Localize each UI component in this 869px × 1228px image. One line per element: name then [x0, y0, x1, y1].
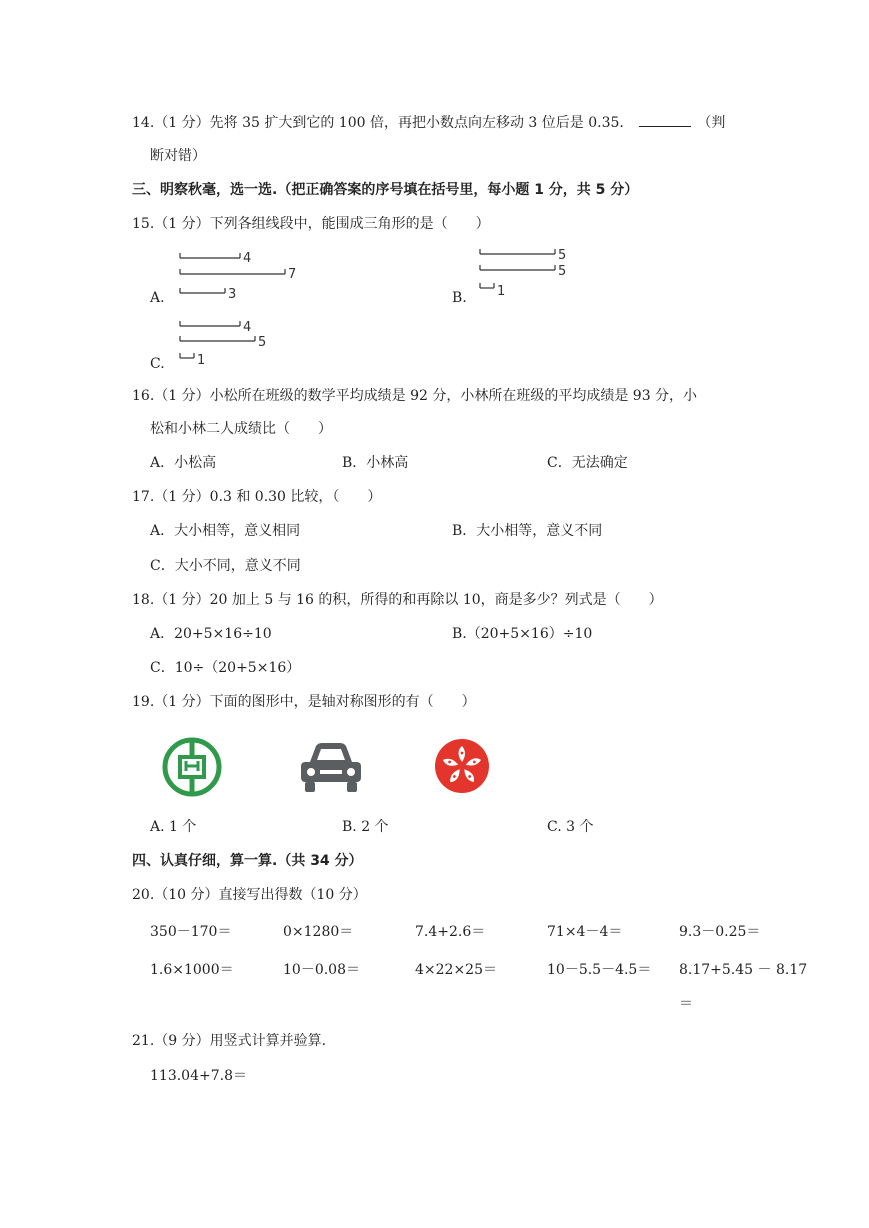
q17-stem: 17.（1 分）0.3 和 0.30 比较，（ ） — [132, 489, 382, 505]
q15-stem: 15.（1 分）下列各组线段中，能围成三角形的是（ ） — [132, 216, 490, 232]
segment-3 — [180, 287, 236, 302]
q18-option-a[interactable]: A．20+5×16÷10 — [150, 626, 272, 642]
q16-option-a[interactable]: A．小松高 — [150, 455, 217, 471]
q15-option-c-label[interactable]: C. — [150, 356, 165, 372]
q18-option-b[interactable]: B.（20+5×16）÷10 — [452, 626, 593, 642]
q18-option-c[interactable]: C．10÷（20+5×16） — [150, 660, 301, 676]
q16-option-b[interactable]: B．小林高 — [342, 455, 409, 471]
q16-option-c[interactable]: C．无法确定 — [547, 455, 628, 471]
q20-item: 1.6×1000＝ — [150, 962, 234, 978]
segment-4 — [180, 320, 251, 335]
q18-stem: 18.（1 分）20 加上 5 与 16 的积，所得的和再除以 10，商是多少？列式是（ ） — [132, 592, 663, 608]
q15-option-a-label[interactable]: A. — [150, 290, 165, 306]
bauhinia-flag-icon — [434, 738, 490, 794]
q19-option-a[interactable]: A. 1 个 — [150, 819, 197, 835]
svg-text:5: 5 — [258, 335, 267, 350]
segment-5a — [480, 248, 566, 263]
svg-text:4: 4 — [243, 251, 252, 266]
q14-line1: 14.（1 分）先将 35 扩大到它的 100 倍，再把小数点向左移动 3 位后是 0.35． （判 — [132, 112, 725, 133]
q15-option-b-segments — [478, 244, 578, 300]
q15-option-a-segments — [178, 248, 318, 304]
q20-item: 4×22×25＝ — [415, 962, 497, 978]
svg-text:5: 5 — [558, 248, 567, 263]
q15-option-b-label[interactable]: B. — [452, 290, 467, 306]
q20-item: 9.3－0.25＝ — [679, 924, 761, 940]
car-icon — [298, 740, 364, 796]
segment-5b — [480, 264, 566, 279]
q20-item-tail: ＝ — [679, 996, 693, 1012]
segment-7 — [180, 267, 296, 282]
q15-option-c-segments — [178, 316, 278, 370]
q20-item: 0×1280＝ — [283, 924, 354, 940]
q19-option-b[interactable]: B. 2 个 — [342, 819, 389, 835]
answer-blank[interactable] — [639, 112, 691, 127]
q20-stem: 20.（10 分）直接写出得数（10 分） — [132, 887, 367, 903]
bank-logo-icon — [160, 735, 224, 799]
svg-text:1: 1 — [197, 353, 206, 368]
segment-5 — [180, 335, 266, 350]
q19-option-c[interactable]: C. 3 个 — [547, 819, 594, 835]
q16-line2: 松和小林二人成绩比（ ） — [150, 421, 332, 437]
q20-item: 10－5.5－4.5＝ — [547, 962, 652, 978]
q17-option-b[interactable]: B．大小相等，意义不同 — [452, 523, 603, 539]
q21-expression: 113.04+7.8＝ — [150, 1068, 247, 1084]
svg-text:1: 1 — [497, 284, 506, 299]
q20-item: 10－0.08＝ — [283, 962, 360, 978]
svg-text:4: 4 — [243, 320, 252, 335]
q17-option-a[interactable]: A．大小相等，意义相同 — [150, 523, 301, 539]
q16-line1: 16.（1 分）小松所在班级的数学平均成绩是 92 分，小林所在班级的平均成绩是 93 分，小 — [132, 388, 698, 404]
q20-item: 8.17+5.45 － 8.17 — [679, 962, 808, 978]
segment-1 — [480, 283, 505, 299]
q17-option-c[interactable]: C．大小不同，意义不同 — [150, 558, 301, 574]
q19-stem: 19.（1 分）下面的图形中，是轴对称图形的有（ ） — [132, 694, 476, 710]
section-4-heading: 四、认真仔细，算一算.（共 34 分） — [132, 853, 363, 869]
section-3-heading: 三、明察秋毫，选一选.（把正确答案的序号填在括号里，每小题 1 分，共 5 分） — [132, 182, 639, 198]
q20-item: 350－170＝ — [150, 924, 232, 940]
q20-item: 7.4+2.6＝ — [415, 924, 486, 940]
svg-text:5: 5 — [558, 264, 567, 279]
svg-text:3: 3 — [228, 287, 237, 302]
q20-item: 71×4－4＝ — [547, 924, 623, 940]
q21-stem: 21.（9 分）用竖式计算并验算. — [132, 1033, 327, 1049]
svg-text:7: 7 — [288, 267, 297, 282]
segment-1 — [180, 353, 205, 368]
segment-4 — [180, 251, 251, 266]
q14-line2: 断对错） — [150, 148, 206, 164]
